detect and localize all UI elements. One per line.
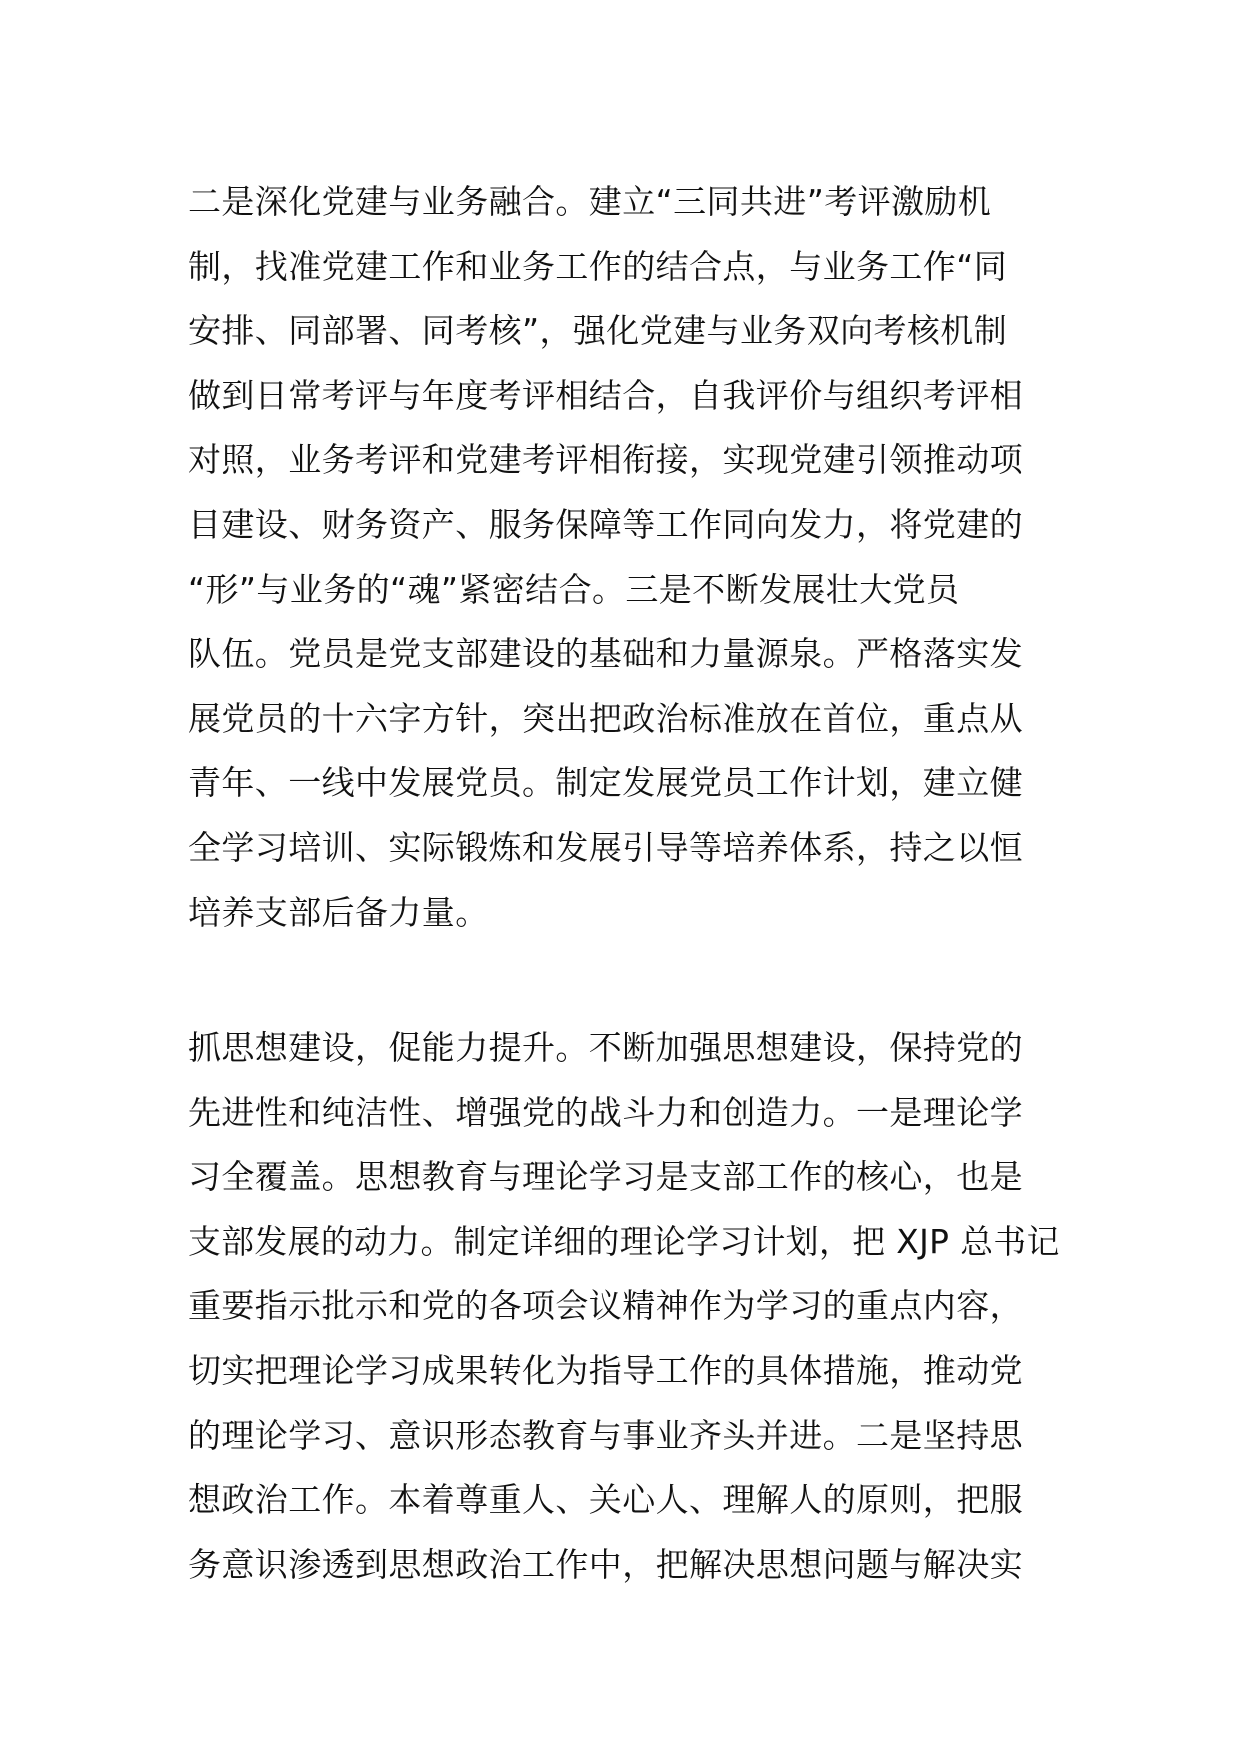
text-line: 二是深化党建与业务融合。建立“三同共进”考评激励机	[188, 182, 992, 221]
text-line: 对照，业务考评和党建考评相衔接，实现党建引领推动项	[188, 440, 1023, 480]
text-line: 展党员的十六字方针，突出把政治标准放在首位，重点从	[188, 698, 1023, 738]
paragraph-party-business-integration	[188, 170, 1060, 945]
text-line: 先进性和纯洁性、增强党的战斗力和创造力。一是理论学	[188, 1092, 1023, 1132]
text-line: 的理论学习、意识形态教育与事业齐头并进。二是坚持思	[188, 1415, 1023, 1455]
text-line: 培养支部后备力量。	[188, 892, 489, 932]
text-line: 想政治工作。本着尊重人、关心人、理解人的原则，把服	[188, 1480, 1023, 1520]
text-line: 务意识渗透到思想政治工作中，把解决思想问题与解决实	[188, 1544, 1023, 1584]
paragraph-ideological-building	[188, 1016, 1060, 1597]
text-line: 重要指示批示和党的各项会议精神作为学习的重点内容，	[188, 1286, 1023, 1326]
text-line: 全学习培训、实际锻炼和发展引导等培养体系，持之以恒	[188, 827, 1023, 867]
text-line: 习全覆盖。思想教育与理论学习是支部工作的核心，也是	[188, 1157, 1023, 1197]
text-line: 安排、同部署、同考核”，强化党建与业务双向考核机制	[188, 311, 1008, 351]
text-line: 制，找准党建工作和业务工作的结合点，与业务工作“同	[188, 246, 1008, 286]
text-line: “形”与业务的“魂”紧密结合。三是不断发展壮大党员	[188, 569, 960, 609]
text-line: 抓思想建设，促能力提升。不断加强思想建设，保持党的	[188, 1028, 1023, 1067]
text-line: 队伍。党员是党支部建设的基础和力量源泉。严格落实发	[188, 634, 1023, 674]
text-line: 切实把理论学习成果转化为指导工作的具体措施，推动党	[188, 1350, 1023, 1390]
text-line: 目建设、财务资产、服务保障等工作同向发力，将党建的	[188, 504, 1023, 544]
text-line: 支部发展的动力。制定详细的理论学习计划，把 XJP 总书记	[188, 1221, 1060, 1261]
text-line: 青年、一线中发展党员。制定发展党员工作计划，建立健	[188, 763, 1023, 803]
text-line: 做到日常考评与年度考评相结合，自我评价与组织考评相	[188, 375, 1023, 415]
